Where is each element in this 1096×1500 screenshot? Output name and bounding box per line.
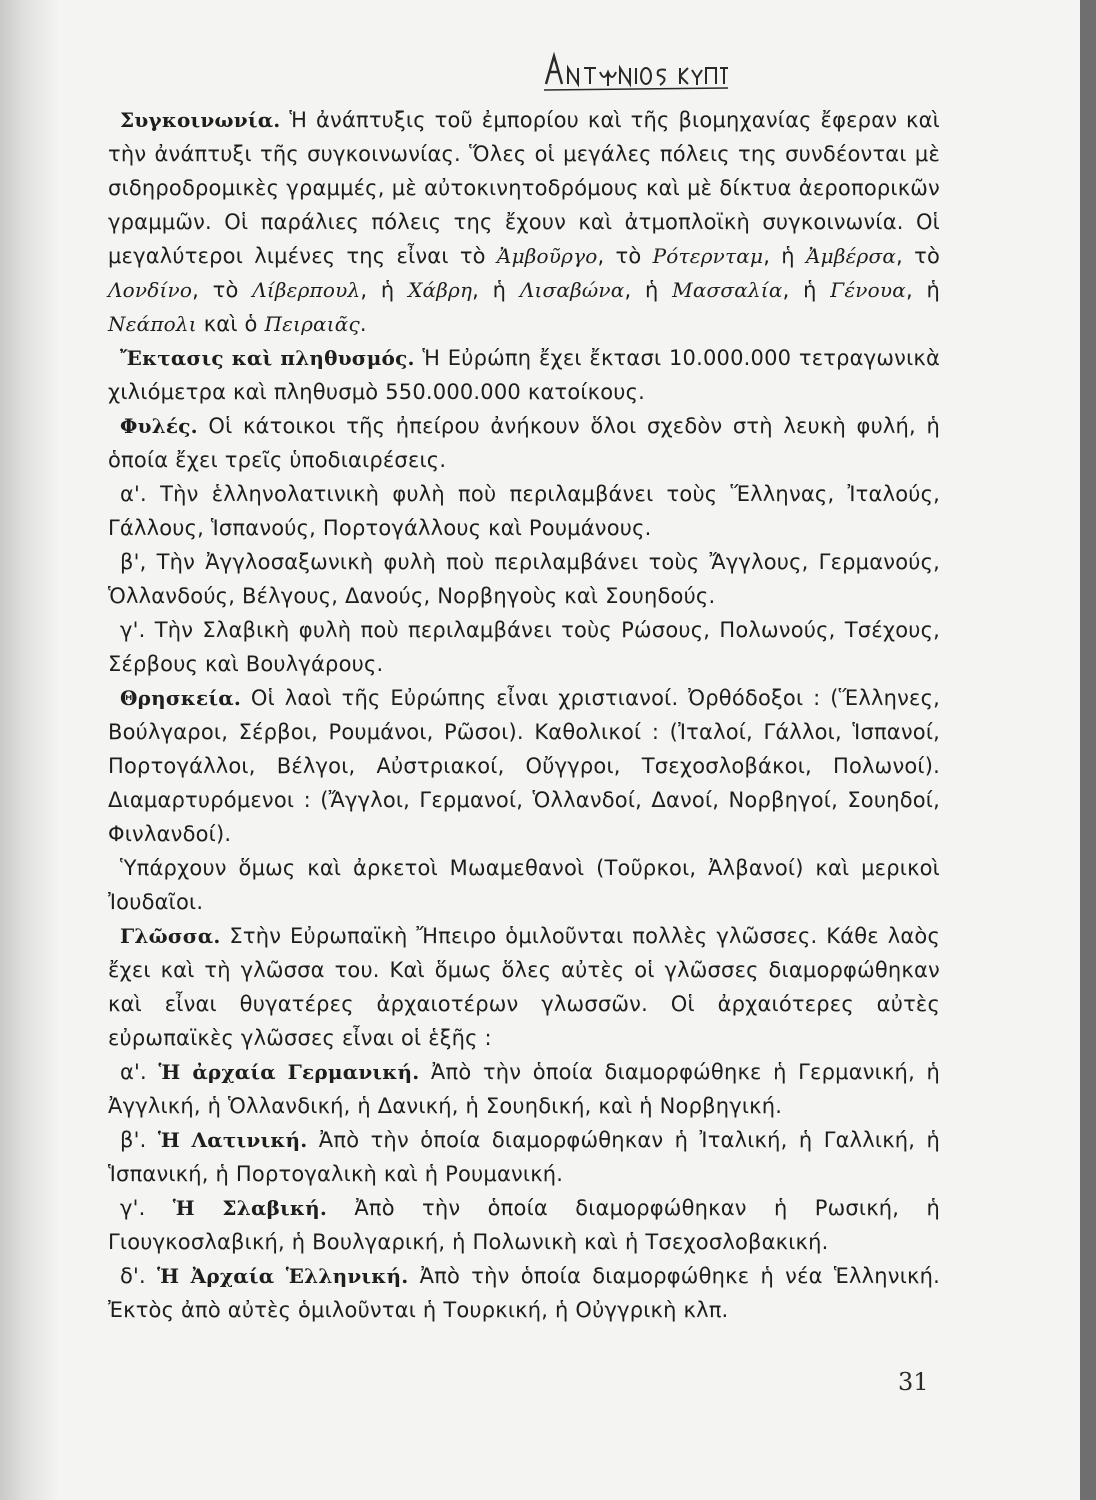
paragraph-text: Στὴν Εὐρωπαϊκὴ Ἤπειρο ὁμιλοῦνται πολλὲς γλῶσσες. Κάθε λαὸς ἔχει καὶ τὴ γλῶσσα του. Καὶ ὅμως ὅλες αὐτὲς οἱ γλῶσσες διαμορφώθηκαν καὶ εἶναι θυγατέρες ἀρχαιοτέρων γλωσσῶν. Οἱ ἀρχαιότερες αὐτὲς εὐρωπαϊκὲς γλῶσσες εἶναι οἱ ἑξῆς : xyxy=(108,924,940,1050)
heading-text: Ἡ Σλαβική. xyxy=(172,1196,328,1220)
place-name: Λίβερπουλ xyxy=(252,278,361,302)
paragraph-text: Ἡ ἀνάπτυξις τοῦ ἐμπορίου καὶ τῆς βιομηχανίας ἔφεραν καὶ τὴν ἀνάπτυξι τῆς συγκοινωνίας. Ὅλες οἱ μεγάλες πόλεις της συνδέονται μὲ σιδηροδρομικὲς γραμμές, μὲ αὐτοκινητοδρόμους καὶ μὲ δίκτυα ἀεροπορικῶν γραμμῶν. Οἱ παράλιες πόλεις της ἔχουν καὶ ἀτμοπλοϊκὴ συγκοινωνία. Οἱ μεγαλύτεροι λιμένες της εἶναι τὸ xyxy=(108,108,940,268)
paragraph xyxy=(108,545,940,613)
paragraph-text: , ἡ xyxy=(782,278,831,302)
paragraph-text: , τὸ xyxy=(896,244,940,268)
place-name: Ἀμβέρσα xyxy=(805,244,897,268)
page-number: 31 xyxy=(898,1368,929,1396)
paragraph-text: , ἡ xyxy=(472,278,520,302)
place-name: Πειραιᾶς xyxy=(264,312,360,336)
paragraph-text: Οἱ κάτοικοι τῆς ἠπείρου ἀνήκουν ὅλοι σχεδὸν στὴ λευκὴ φυλή, ἡ ὁποία ἔχει τρεῖς ὑποδιαιρέσεις. xyxy=(108,414,940,472)
paragraph-text: Ἀπὸ τὴν ὁποία διαμορφώθηκαν ἡ Ρωσική, ἡ Γιουγκοσλαβική, ἡ Βουλγαρική, ἡ Πολωνικὴ καὶ ἡ Τσεχοσλοβακική. xyxy=(108,1196,940,1254)
body-text xyxy=(108,103,940,1327)
paragraph xyxy=(108,681,940,851)
paragraph-text: γ'. Τὴν Σλαβικὴ φυλὴ ποὺ περιλαμβάνει τοὺς Ρώσους, Πολωνούς, Τσέχους, Σέρβους καὶ Βουλγάρους. xyxy=(108,618,940,676)
paragraph xyxy=(108,103,940,341)
place-name: Μασσαλία xyxy=(672,278,783,302)
paragraph-text: . xyxy=(359,312,367,336)
place-name: Λισαβώνα xyxy=(519,278,625,302)
paragraph xyxy=(108,851,940,919)
paragraph-text: Ἀπὸ τὴν ὁποία διαμορφώθηκε ἡ νέα Ἑλληνική. Ἐκτὸς ἀπὸ αὐτὲς ὁμιλοῦνται ἡ Τουρκική, ἡ Οὐγγρικὴ κλπ. xyxy=(108,1264,940,1322)
paragraph-text: καὶ ὁ xyxy=(196,312,265,336)
paragraph-text: δ'. xyxy=(120,1264,158,1288)
paragraph xyxy=(108,1123,940,1191)
place-name: Χάβρη xyxy=(408,278,473,302)
place-name: Ρότερνταμ xyxy=(652,244,764,268)
heading-text: Ἡ ἀρχαία Γερμανική. xyxy=(158,1060,420,1084)
heading-text: Θρησκεία. xyxy=(120,686,241,710)
heading-text: Φυλές. xyxy=(120,414,198,438)
paragraph-text: Ἀπὸ τὴν ὁποία διαμορφώθηκε ἡ Γερμανική, ἡ Ἀγγλική, ἡ Ὁλλανδική, ἡ Δανική, ἡ Σουηδική, καὶ ἡ Νορβηγική. xyxy=(108,1060,940,1118)
paragraph xyxy=(108,1259,940,1327)
heading-text: Ἡ Λατινική. xyxy=(157,1128,308,1152)
heading-text: Ἔκτασις καὶ πληθυσμός. xyxy=(120,346,415,370)
place-name: Ἀμβοῦργο xyxy=(496,244,598,268)
paragraph-text: , ἡ xyxy=(763,244,806,268)
paragraph-text: , τὸ xyxy=(597,244,653,268)
handwritten-signature xyxy=(540,48,730,98)
place-name: Λονδίνο xyxy=(108,278,193,302)
paragraph-text: Ἀπὸ τὴν ὁποία διαμορφώθηκαν ἡ Ἰταλική, ἡ Γαλλική, ἡ Ἱσπανική, ἡ Πορτογαλικὴ καὶ ἡ Ρουμανική. xyxy=(108,1128,941,1186)
paragraph-text: , ἡ xyxy=(905,278,940,302)
paragraph-text: β'. xyxy=(120,1128,158,1152)
heading-text: Συγκοινωνία. xyxy=(120,108,281,132)
paragraph xyxy=(108,477,940,545)
paragraph xyxy=(108,409,940,477)
paragraph xyxy=(108,1055,940,1123)
paragraph-text: Ἡ Εὐρώπη ἔχει ἔκτασι 10.000.000 τετραγωνικὰ χιλιόμετρα καὶ πληθυσμὸ 550.000.000 κατοίκους. xyxy=(108,346,940,404)
paragraph-text: β', Τὴν Ἀγγλοσαξωνικὴ φυλὴ ποὺ περιλαμβάνει τοὺς Ἄγγλους, Γερμανούς, Ὁλλανδούς, Βέλγους, Δανούς, Νορβηγοὺς καὶ Σουηδούς. xyxy=(108,550,940,608)
paragraph-text: α'. xyxy=(120,1060,159,1084)
paragraph xyxy=(108,1191,940,1259)
paragraph xyxy=(108,919,940,1055)
paragraph-text: , ἡ xyxy=(360,278,409,302)
paragraph-text: Ὑπάρχουν ὅμως καὶ ἀρκετοὶ Μωαμεθανοὶ (Τοῦρκοι, Ἀλβανοί) καὶ μερικοὶ Ἰουδαῖοι. xyxy=(108,856,940,914)
paragraph xyxy=(108,613,940,681)
place-name: Γένουα xyxy=(830,278,906,302)
heading-text: Γλῶσσα. xyxy=(120,924,221,948)
place-name: Νεάπολι xyxy=(108,312,197,336)
paragraph-text: γ'. xyxy=(120,1196,173,1220)
paragraph-text: , ἡ xyxy=(624,278,673,302)
page-gutter-shadow xyxy=(0,0,60,1500)
paragraph-text: α'. Τὴν ἑλληνολατινικὴ φυλὴ ποὺ περιλαμβάνει τοὺς Ἕλληνας, Ἰταλούς, Γάλλους, Ἱσπανούς, Πορτογάλλους καὶ Ρουμάνους. xyxy=(108,482,940,540)
heading-text: Ἡ Ἀρχαία Ἑλληνική. xyxy=(157,1264,409,1288)
paragraph-text: Οἱ λαοὶ τῆς Εὐρώπης εἶναι χριστιανοί. Ὀρθόδοξοι : (Ἕλληνες, Βούλγαροι, Σέρβοι, Ρουμάνοι, Ρῶσοι). Καθολικοί : (Ἰταλοί, Γάλλοι, Ἱσπανοί, Πορτογάλλοι, Βέλγοι, Αὐστριακοί, Οὔγγροι, Τσεχοσλοβάκοι, Πολωνοί). Διαμαρτυρόμενοι : (Ἄγγλοι, Γερμανοί, Ὁλλανδοί, Δανοί, Νορβηγοί, Σουηδοί, Φινλανδοί). xyxy=(108,686,940,846)
paragraph-text: , τὸ xyxy=(192,278,253,302)
paragraph xyxy=(108,341,940,409)
